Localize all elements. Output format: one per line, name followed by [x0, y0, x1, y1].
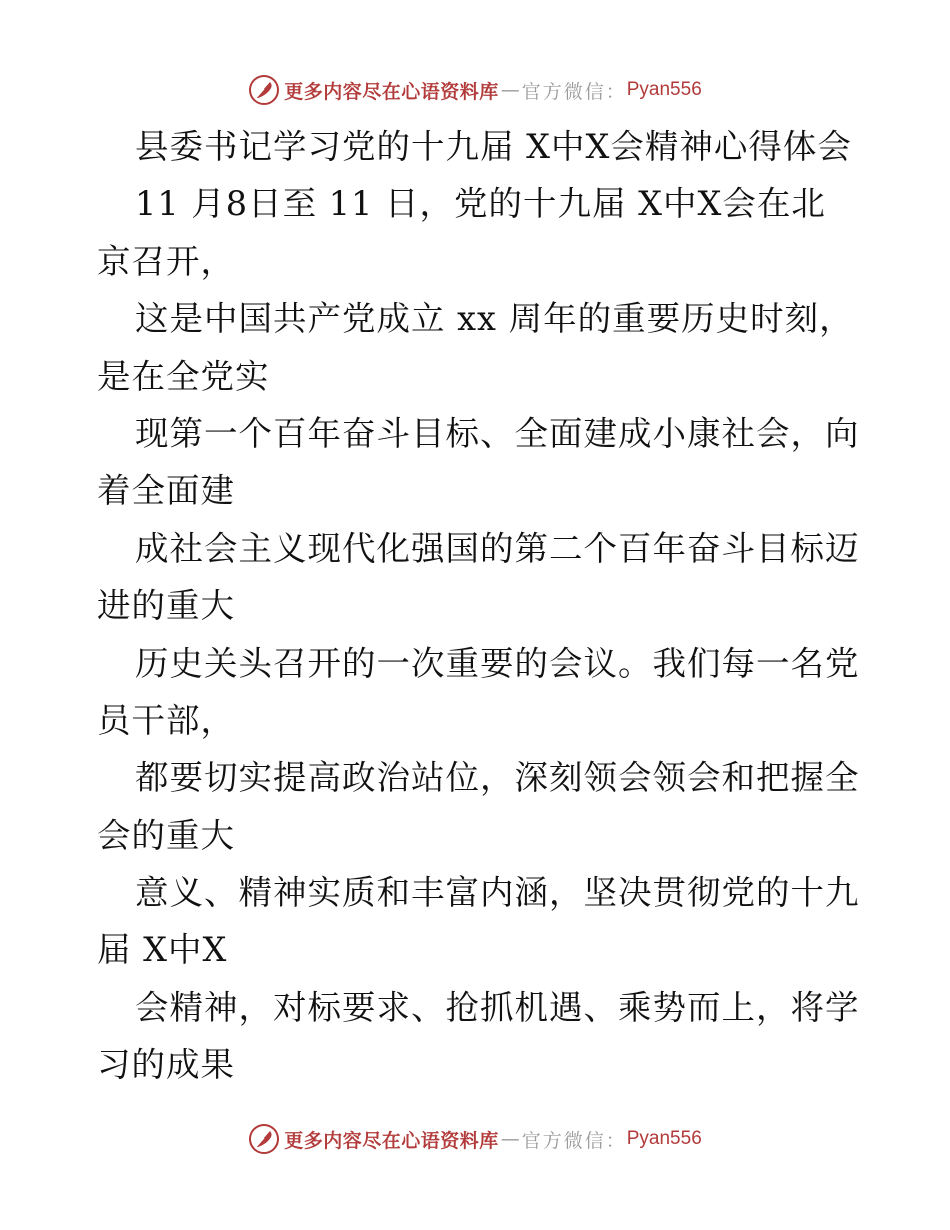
text-line: 成社会主义现代化强国的第二个百年奋斗目标迈	[135, 528, 860, 568]
footer-banner	[0, 1119, 950, 1159]
text-line: 习的成果	[97, 1045, 235, 1085]
wechat-id: Pyan556	[626, 1128, 702, 1149]
text-line: 历史关头召开的一次重要的会议。我们每一名党	[135, 643, 860, 683]
text-line: 意义、精神实质和丰富内涵，坚决贯彻党的十九	[135, 873, 860, 913]
document-body	[97, 118, 860, 1094]
text-line: 届 X中X	[97, 930, 228, 970]
wechat-label: 官方微信：	[521, 1129, 627, 1152]
text-line: 会的重大	[97, 815, 235, 855]
text-line: 是在全党实	[97, 356, 270, 396]
feather-pen-logo-icon	[248, 1123, 280, 1155]
brand-text: 更多内容尽在心语资料库	[284, 1129, 499, 1152]
text-line: 11 月8日至 11 日，党的十九届 X中X会在北	[135, 184, 826, 224]
text-line: 这是中国共产党成立 xx 周年的重要历史时刻，	[135, 299, 854, 339]
feather-pen-logo-icon	[248, 74, 280, 106]
text-line: 现第一个百年奋斗目标、全面建成小康社会，向	[135, 413, 860, 453]
separator: —	[500, 79, 520, 101]
text-line: 着全面建	[97, 471, 235, 511]
brand-text: 更多内容尽在心语资料库	[284, 80, 499, 103]
text-line: 员干部，	[97, 700, 235, 740]
text-line: 会精神，对标要求、抢抓机遇、乘势而上，将学	[135, 987, 860, 1027]
text-line: 县委书记学习党的十九届 X中X会精神心得体会	[135, 127, 852, 166]
wechat-label: 官方微信：	[521, 80, 627, 103]
text-line: 京召开，	[97, 241, 235, 281]
text-line: 都要切实提高政治站位，深刻领会领会和把握全	[135, 758, 860, 798]
text-line: 进的重大	[97, 586, 235, 626]
separator: —	[500, 1128, 520, 1150]
wechat-id: Pyan556	[626, 79, 702, 100]
header-banner	[0, 70, 950, 110]
